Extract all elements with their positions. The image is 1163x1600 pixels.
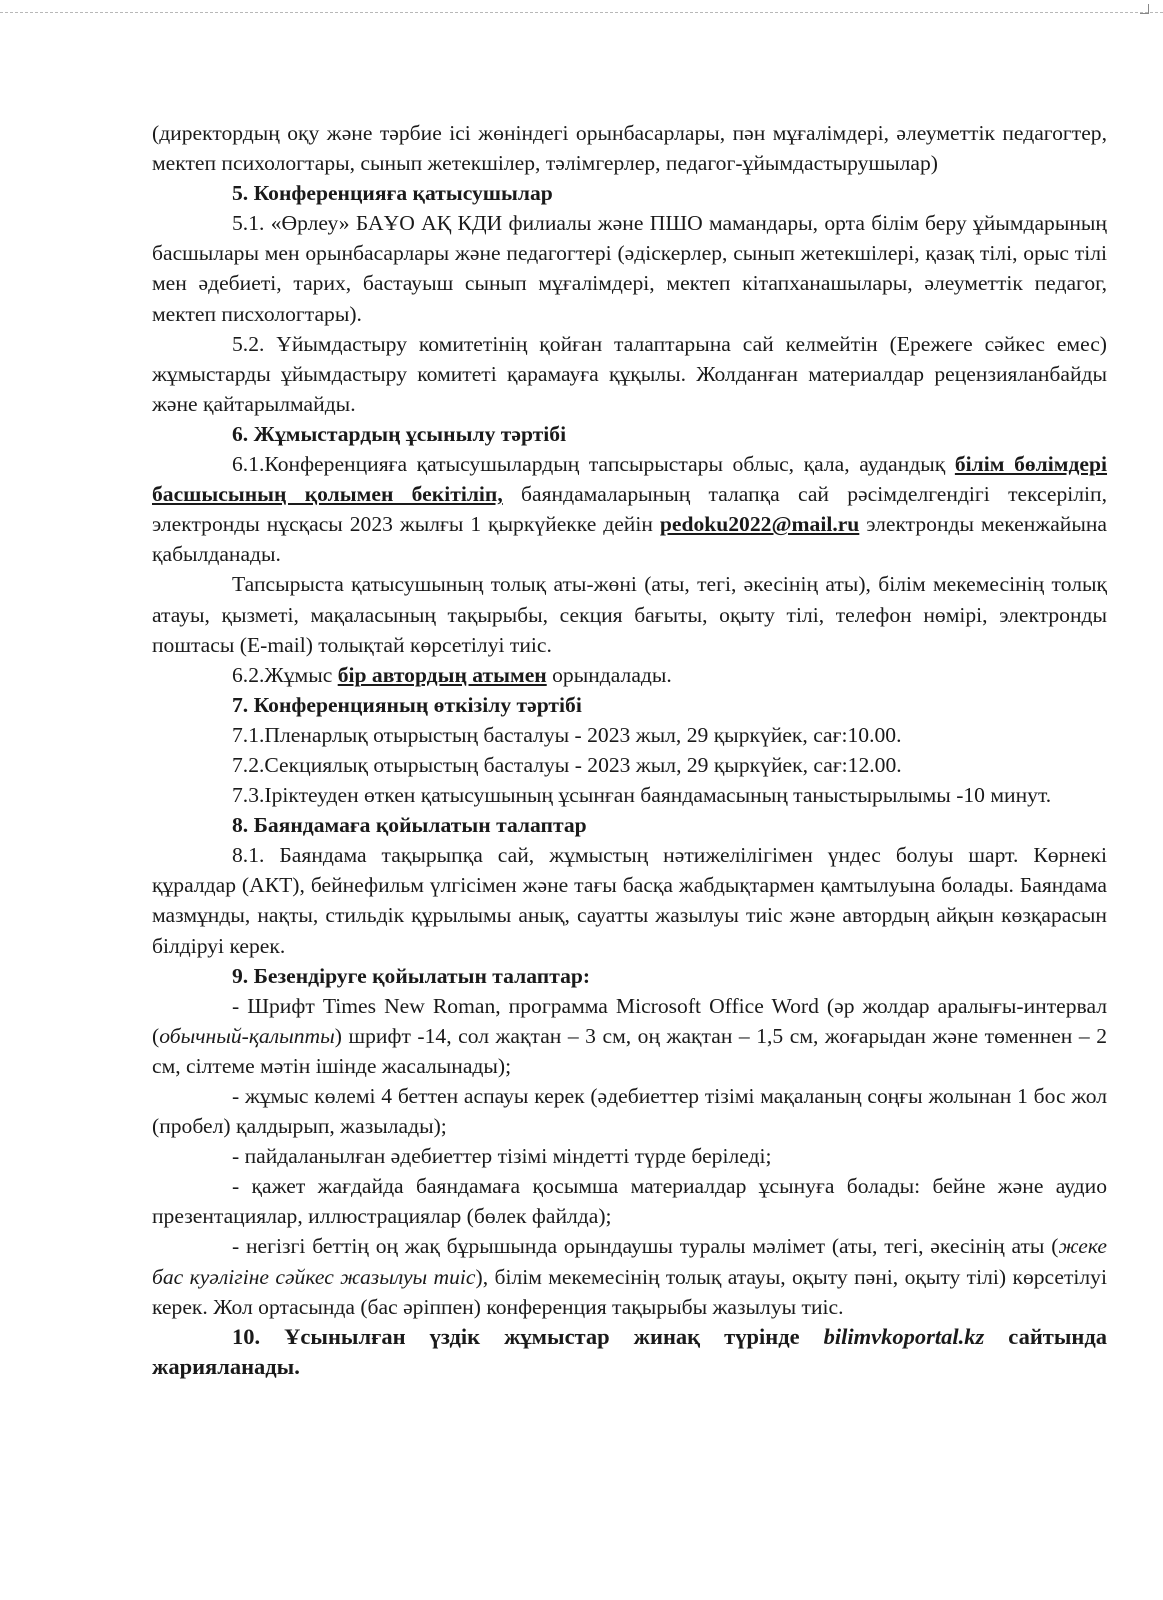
section-6-2 — [152, 660, 1107, 690]
section-5-1: 5.1. «Өрлеу» БАҰО АҚ КДИ филиалы және ПШО мамандары, орта білім беру ұйымдарының басшылары мен орынбасарлары және педагогтері (әдіскерлер, сынып жетекшілері, қазақ тілі, орыс тілі мен әдебиеті, тарих, бастауыш сынып мұғалімдері, мектеп кітапханашылары, әлеуметтік педагог, мектеп писхологтары). — [152, 211, 1107, 326]
section-9-heading: 9. Безендіруге қойылатын талаптар: — [232, 963, 591, 988]
section-6-heading: 6. Жұмыстардың ұсынылу тәртібі — [232, 421, 567, 446]
formatting-item-font-italic: обычный-қалыпты — [159, 1023, 335, 1048]
section-7-2: 7.2.Секциялық отырыстың басталуы - 2023 жыл, 29 қыркүйек, сағ:12.00. — [232, 752, 902, 777]
section-5-2: 5.2. Ұйымдастыру комитетінің қойған талаптарына сай келмейтін (Ережеге сәйкес емес) жұмыстарды ұйымдастыру комитеті қарамауға құқылы. Жолданған материалдар рецензияланбайды және қайтарылмайды. — [152, 331, 1107, 416]
formatting-item-author-info-a: - негізгі беттің оң жақ бұрышында орындаушы туралы мәлімет (аты, тегі, әкесінің аты ( — [232, 1234, 1059, 1259]
section-6-1-text-c: баяндамаларының талапқа сай рәсімделгендігі тексеріліп, электронды нұсқасы 2023 жылғы 1 қыркүйекке дейін — [152, 482, 1108, 537]
contact-email-link[interactable]: pedoku2022@mail.ru — [659, 512, 860, 537]
section-6-1-text-a: 6.1.Конференцияға қатысушылардың тапсырыстары облыс, қала, аудандық — [232, 452, 955, 477]
section-10-text-a: 10. Ұсынылған үздік жұмыстар жинақ түрінде — [232, 1323, 824, 1349]
section-6-1-text-d: электронды мекенжайына қабылданады. — [152, 512, 1107, 567]
section-8-1: 8.1. Баяндама тақырыпқа сай, жұмыстың нәтижелілігімен үндес болуы шарт. Көрнекі құралдар (АКТ), бейнефильм үлгісімен және тағы басқа жабдықтармен қамтылуына болады. Баяндама мазмұнды, нақты, стильдік құрылымы анық, сауатты жазылуы тиіс және автордың айқын көзқарасын білдіруі керек. — [152, 843, 1107, 958]
participants-paragraph: (директордың оқу және тәрбие ісі жөніндегі орынбасарлары, пән мұғалімдері, әлеуметтік педагогтер, мектеп психологтары, сынып жетекшілер, тәлімгерлер, педагог-ұйымдастырушылар) — [152, 121, 1107, 176]
approval-requirement: білім бөлімдері басшысының қолымен бекітіліп, — [152, 452, 1108, 507]
formatting-item-author-info-c: ), білім мекемесінің толық атауы, оқыту пәні, оқыту тілі) көрсетілуі керек. Жол ортасында (бас әріппен) конференция тақырыбы жазылуы тиіс. — [152, 1264, 1107, 1319]
document-page — [152, 118, 1107, 1382]
application-details: Тапсырыста қатысушының толық аты-жөні (аты, тегі, әкесінің аты), білім мекемесінің толық атауы, қызметі, мақаласының тақырыбы, секция бағыты, оқыту тілі, телефон нөмірі, электронды поштасы (E-mail) толықтай көрсетілуі тиіс. — [152, 572, 1107, 657]
single-author-requirement: бір автордың атымен — [337, 662, 547, 687]
section-8-heading: 8. Баяндамаға қойылатын талаптар — [232, 813, 587, 838]
section-7-heading: 7. Конференцияның өткізілу тәртібі — [232, 692, 582, 717]
formatting-item-font — [152, 991, 1107, 1081]
section-10-publication — [152, 1322, 1107, 1382]
formatting-item-font-c: ) шрифт -14, сол жақтан – 3 см, оң жақтан – 1,5 см, жоғарыдан және төменнен – 2 см, сілтеме мәтін ішінде жасалынады); — [152, 1023, 1107, 1078]
section-10-text-c: сайтында жарияланады. — [152, 1323, 1107, 1379]
formatting-item-font-a: - Шрифт Times New Roman, программа Microsoft Office Word (әр жолдар аралығы-интервал ( — [152, 993, 1107, 1048]
formatting-item-author-info — [152, 1231, 1107, 1321]
scan-corner-mark — [1140, 4, 1149, 14]
section-7-1: 7.1.Пленарлық отырыстың басталуы - 2023 жыл, 29 қыркүйек, сағ:10.00. — [232, 722, 902, 747]
formatting-item-attachments: - қажет жағдайда баяндамаға қосымша материалдар ұсынуға болады: бейне және аудио презентациялар, иллюстрациялар (бөлек файлда); — [152, 1174, 1107, 1229]
section-6-2-text-c: орындалады. — [546, 662, 672, 687]
formatting-item-author-info-italic: жеке бас куәлігіне сәйкес жазылуы тиіс — [152, 1234, 1107, 1289]
section-6-1 — [152, 449, 1107, 569]
publication-site-link[interactable]: bilimvkoportal.kz — [823, 1323, 985, 1349]
scan-top-edge — [0, 12, 1163, 14]
section-7-3: 7.3.Іріктеуден өткен қатысушының ұсынған баяндамасының таныстырылымы -10 минут. — [232, 783, 1052, 808]
section-6-2-text-a: 6.2.Жұмыс — [232, 662, 338, 687]
formatting-item-references: - пайдаланылған әдебиеттер тізімі міндетті түрде беріледі; — [232, 1144, 772, 1169]
formatting-item-volume: - жұмыс көлемі 4 беттен аспауы керек (әдебиеттер тізімі мақаланың соңғы жолынан 1 бос жол (пробел) қалдырып, жазылады); — [152, 1084, 1107, 1139]
section-5-heading: 5. Конференцияға қатысушылар — [232, 181, 553, 206]
